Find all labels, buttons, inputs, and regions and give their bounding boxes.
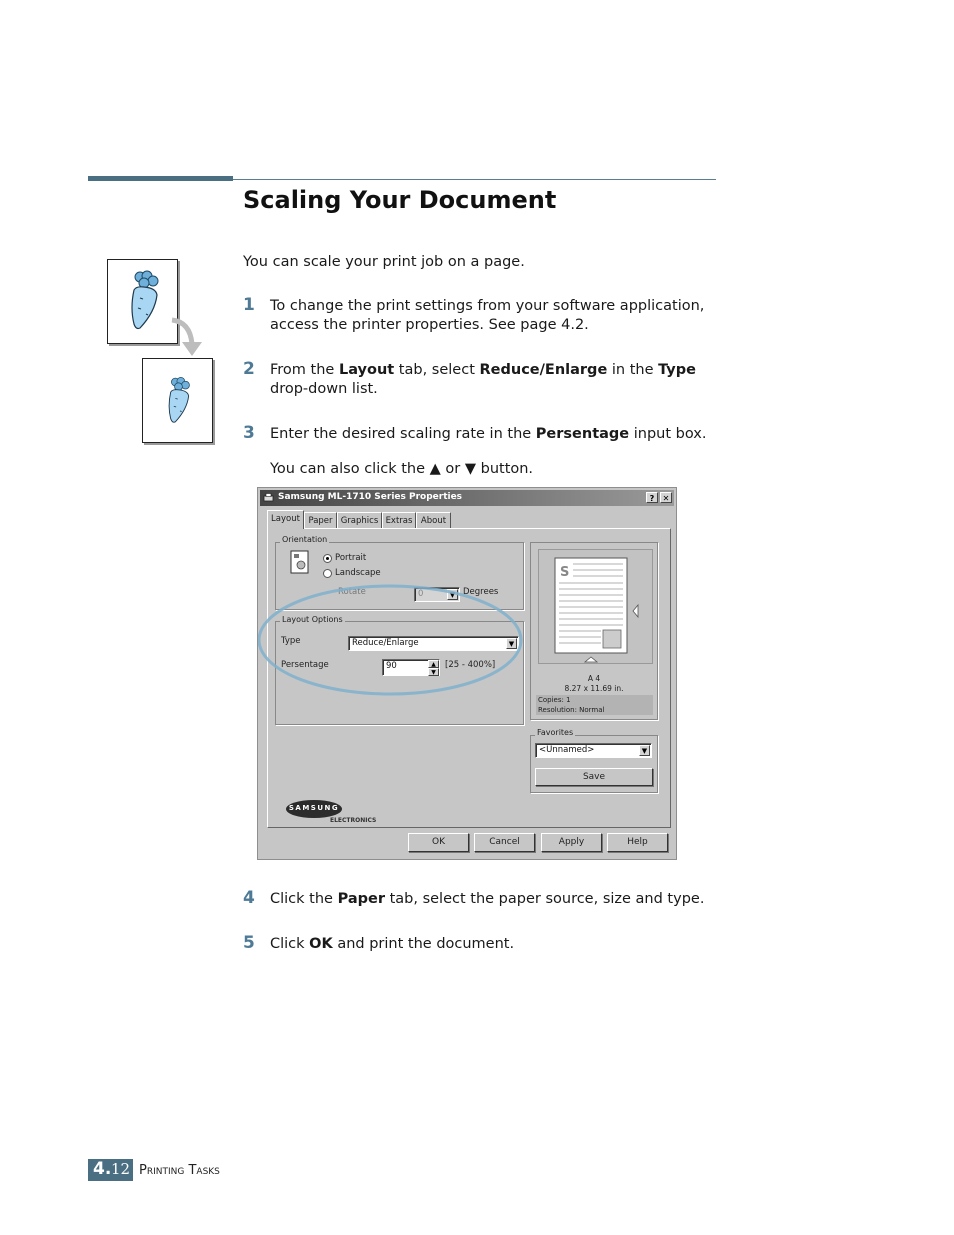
portrait-page-icon (290, 550, 312, 576)
favorites-label: Favorites (537, 728, 574, 737)
preview-area (538, 549, 653, 664)
curved-arrow-icon (168, 316, 208, 360)
percentage-label: Persentage (281, 660, 329, 670)
chevron-down-icon: ▼ (508, 640, 515, 648)
paper-size: 8.27 x 11.69 in. (564, 684, 624, 693)
close-button[interactable]: ✕ (660, 492, 672, 503)
ok-button[interactable]: OK (408, 833, 469, 852)
save-button[interactable]: Save (535, 768, 653, 786)
type-select[interactable]: Reduce/Enlarge (348, 636, 519, 651)
copies-info: Copies: 1 (536, 695, 653, 705)
header-rule-accent (88, 176, 233, 181)
type-label: Type (281, 636, 301, 646)
help-title-button[interactable]: ? (646, 492, 658, 503)
portrait-label: Portrait (335, 553, 367, 563)
triangle-up-icon: ▲ (431, 661, 436, 668)
printer-icon (263, 493, 274, 503)
rotate-label: Rotate (338, 587, 366, 597)
step-text: To change the print settings from your software application, access the printer properties. See page 4.2. (270, 298, 705, 333)
step-number: 3 (243, 423, 255, 443)
help-button[interactable]: Help (607, 833, 668, 852)
step-text: Enter the desired scaling rate in the Persentage input box. (270, 426, 707, 442)
carrot-large-icon (108, 260, 177, 343)
page-title: Scaling Your Document (243, 186, 557, 214)
chapter-number: 4. (93, 1159, 112, 1179)
step-text: Click OK and print the document. (270, 936, 515, 952)
page-number-badge (88, 1159, 133, 1181)
intro-text: You can scale your print job on a page. (243, 254, 525, 270)
step-text: Click the Paper tab, select the paper source, size and type. (270, 891, 705, 907)
down-arrow-icon: ▼ (464, 461, 476, 477)
paper-name: A 4 (587, 674, 601, 683)
section-name: Printing Tasks (139, 1163, 220, 1178)
favorites-dropdown-button[interactable] (639, 745, 650, 756)
highlight-ellipse (258, 578, 528, 703)
step-text: From the Layout tab, select Reduce/Enlarge in the Type drop-down list. (270, 362, 696, 397)
logo-text: SAMSUNG (288, 804, 340, 812)
percentage-range: [25 - 400%] (445, 660, 496, 670)
layout-options-label: Layout Options (282, 615, 343, 624)
degrees-label: Degrees (463, 587, 499, 597)
step-number: 1 (243, 295, 255, 315)
logo-subtext: ELECTRONICS (330, 817, 377, 824)
dialog-title: Samsung ML-1710 Series Properties (278, 492, 463, 502)
step-number: 5 (243, 933, 255, 953)
printer-properties-dialog (257, 487, 677, 860)
portrait-radio[interactable] (323, 554, 332, 563)
dialog-titlebar (260, 490, 674, 506)
tab-extras[interactable]: Extras (382, 512, 416, 528)
page-preview-icon (539, 550, 654, 665)
tab-layout[interactable]: Layout (267, 510, 304, 529)
cancel-button[interactable]: Cancel (474, 833, 535, 852)
chevron-down-icon: ▼ (641, 747, 648, 755)
apply-button[interactable]: Apply (541, 833, 602, 852)
favorites-select[interactable]: <Unnamed> (535, 743, 652, 758)
orientation-label: Orientation (282, 535, 328, 544)
carrot-small-icon (143, 359, 212, 442)
page-thumbnail-small (142, 358, 213, 443)
tab-graphics[interactable]: Graphics (337, 512, 382, 528)
up-arrow-icon: ▲ (429, 461, 441, 477)
step-number: 4 (243, 888, 255, 908)
chevron-down-icon: ▼ (449, 591, 456, 599)
tab-about[interactable]: About (416, 512, 451, 528)
tab-paper[interactable]: Paper (304, 512, 337, 528)
triangle-down-icon: ▼ (431, 669, 436, 676)
step-number: 2 (243, 359, 255, 379)
percentage-input[interactable]: 90 (382, 659, 440, 676)
header-rule (233, 179, 716, 180)
page-number: 12 (111, 1160, 131, 1178)
landscape-label: Landscape (335, 568, 381, 578)
step-note: You can also click the ▲ or ▼ button. (270, 461, 534, 477)
resolution-info: Resolution: Normal (536, 705, 653, 715)
landscape-radio[interactable] (323, 569, 332, 578)
rotate-input[interactable]: 0 (414, 587, 460, 602)
svg-text:S: S (560, 565, 570, 580)
